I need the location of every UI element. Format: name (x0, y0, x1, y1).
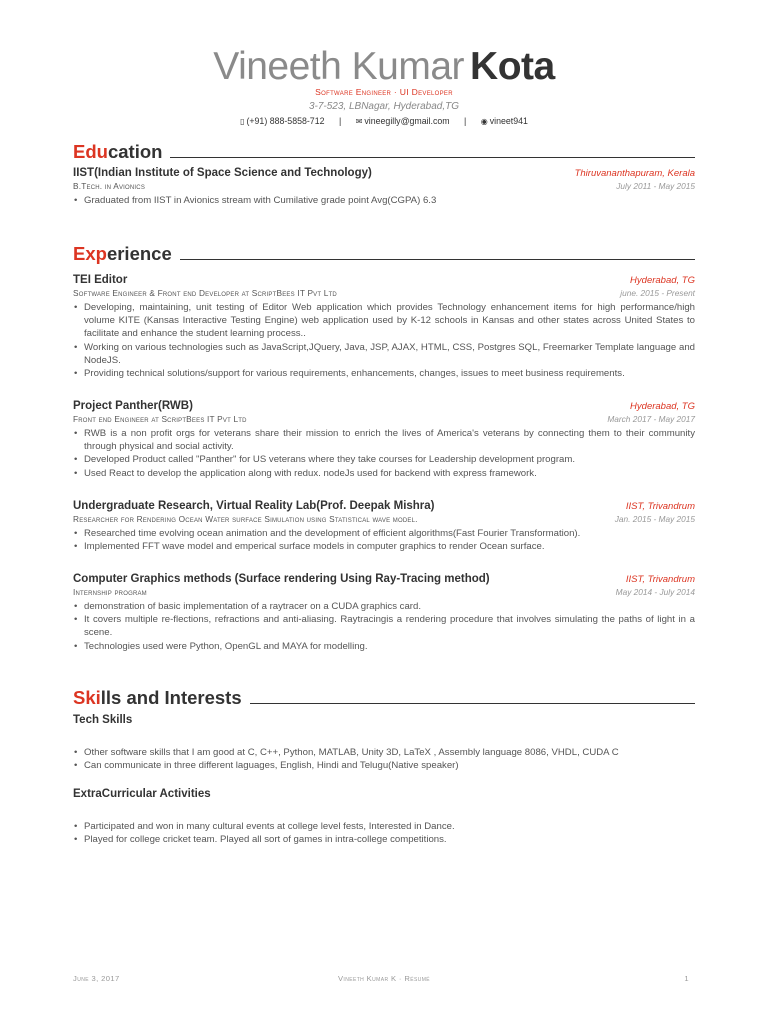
list-item: • Can communicate in three different laguages, English, Hindi and Telugu(Native speaker) (73, 759, 695, 772)
list-item: • demonstration of basic implementation of a raytracer on a CUDA graphics card. (73, 600, 695, 613)
entry-title: IIST(Indian Institute of Space Science and Technology) (73, 167, 372, 179)
github-contact[interactable] (481, 116, 528, 126)
github-handle: vineet941 (489, 116, 528, 126)
entry-date: Jan. 2015 - May 2015 (614, 514, 695, 524)
entry-title: Computer Graphics methods (Surface rendering Using Ray-Tracing method) (73, 573, 490, 585)
list-item: • Technologies used were Python, OpenGL and MAYA for modelling. (73, 640, 695, 653)
github-icon: ◉ (480, 117, 488, 126)
skills-section (73, 687, 695, 709)
entry-items (73, 301, 695, 380)
email-address: vineegilly@gmail.com (364, 116, 450, 126)
full-name (73, 44, 695, 90)
footer-date: June 3, 2017 (73, 974, 120, 983)
entry-location: Hyderabad, TG (630, 275, 695, 286)
entry-date: june. 2015 - Present (620, 288, 695, 298)
experience-entry (73, 400, 695, 480)
contact-line (73, 116, 695, 126)
entry-title: Project Panther(RWB) (73, 400, 193, 412)
phone-contact[interactable] (240, 116, 327, 126)
experience-entry (73, 274, 695, 380)
section-title (73, 141, 695, 163)
list-item: • Providing technical solutions/support for various requirements, enhancements, changes, issues to meet business requirements. (73, 367, 695, 380)
entry-date: May 2014 - July 2014 (615, 587, 695, 597)
entry-location: Hyderabad, TG (630, 401, 695, 412)
section-rule (250, 703, 695, 704)
list-item: • Played for college cricket team. Played all sort of games in intra-college competitions. (73, 833, 695, 846)
entry-items (73, 600, 695, 653)
contact-separator: | (338, 116, 342, 126)
experience-entry (73, 500, 695, 553)
entry-position: B.Tech. in Avionics (73, 181, 146, 191)
education-entry (73, 167, 695, 207)
list-item: • Implemented FFT wave model and emperical surface models in computer graphics to render Ocean surface. (73, 540, 695, 553)
subsection-title: Tech Skills (73, 714, 133, 726)
entry-position: Internship program (73, 587, 147, 597)
experience-entry (73, 573, 695, 653)
list-item: • Other software skills that I am good at C, C++, Python, MATLAB, Unity 3D, LaTeX , Assembly language 8086, VHDL, CUDA C (73, 746, 695, 759)
envelope-icon: ✉ (355, 117, 363, 126)
footer-title: Vineeth Kumar K · Résumé (337, 974, 431, 983)
list-item: • Graduated from IIST in Avionics stream with Cumilative grade point Avg(CGPA) 6.3 (73, 194, 695, 207)
mobile-phone-icon: ▯ (240, 117, 245, 126)
list-item: • Participated and won in many cultural events at college level fests, Interested in Dance. (73, 820, 695, 833)
entry-title: TEI Editor (73, 274, 128, 286)
list-item: • Used React to develop the application along with redux. nodeJs used for backend with express framework. (73, 467, 695, 480)
job-position: Software Engineer · UI Developer (315, 87, 453, 97)
entry-date: March 2017 - May 2017 (607, 414, 695, 424)
address: 3-7-523, LBNagar, Hyderabad,TG (308, 101, 460, 112)
entry-date: July 2011 - May 2015 (616, 181, 695, 191)
education-section (73, 141, 695, 163)
section-title-rest: erience (106, 243, 172, 264)
section-title-rest: cation (107, 141, 163, 162)
experience-section (73, 243, 695, 265)
entry-location: IIST, Trivandrum (625, 574, 695, 585)
entry-items (73, 194, 695, 207)
email-contact[interactable] (356, 116, 452, 126)
entry-location: Thiruvananthapuram, Kerala (574, 168, 695, 179)
list-item: • Researched time evolving ocean animation and the development of efficient algorithms(Fast Fourier Transformation). (73, 527, 695, 540)
section-title (73, 687, 695, 709)
subsection-title: ExtraCurricular Activities (73, 788, 211, 800)
entry-items (73, 820, 695, 846)
entry-items (73, 746, 695, 772)
entry-position: Software Engineer & Front end Developer at ScriptBees IT Pvt Ltd (73, 288, 337, 298)
list-item: • Developed Product called "Panther" for US veterans where they take courses for Leadership development program. (73, 453, 695, 466)
section-title-accent: Ski (73, 687, 101, 708)
entry-position: Front end Engineer at ScriptBees IT Pvt Ltd (73, 414, 247, 424)
page-number: 1 (684, 974, 689, 983)
section-rule (170, 157, 695, 158)
entry-position: Researcher for Rendering Ocean Water surface Simulation using Statistical wave model. (73, 514, 418, 524)
entry-location: IIST, Trivandrum (625, 501, 695, 512)
section-title (73, 243, 695, 265)
list-item: • Working on various technologies such as JavaScript,JQuery, Java, JSP, AJAX, HTML, CSS, Postgres SQL, Freemarker Template language and NodeJS. (73, 341, 695, 367)
entry-title: Undergraduate Research, Virtual Reality Lab(Prof. Deepak Mishra) (73, 500, 435, 512)
skills-group (73, 788, 695, 846)
section-title-accent: Edu (73, 141, 108, 162)
skills-group (73, 714, 695, 772)
list-item: • Developing, maintaining, unit testing of Editor Web application which provides Technology enhancement items for high performance/high volume KITE (Kansas Interactive Testing Engine) web application used by K-12 schools in Kansas and other states across United States to facilitate and enhance the student learning process.. (73, 301, 695, 341)
entry-items (73, 427, 695, 480)
last-name: Kota (470, 45, 555, 88)
list-item: • RWB is a non profit orgs for veterans share their mission to enrich the lives of America's veterans by connecting them to their community through physical and social activity. (73, 427, 695, 453)
contact-separator: | (464, 116, 467, 126)
list-item: • It covers multiple re-flections, refractions and anti-aliasing. Raytracingis a rendering procedure that involves simulating the paths of light in a scene. (73, 613, 695, 639)
section-title-accent: Exp (73, 243, 107, 264)
phone-number: (+91) 888-5858-712 (246, 116, 325, 126)
entry-items (73, 527, 695, 553)
first-name: Vineeth Kumar (213, 45, 465, 88)
section-title-rest: lls and Interests (100, 687, 242, 708)
resume-page (73, 0, 695, 1024)
section-rule (180, 259, 695, 260)
